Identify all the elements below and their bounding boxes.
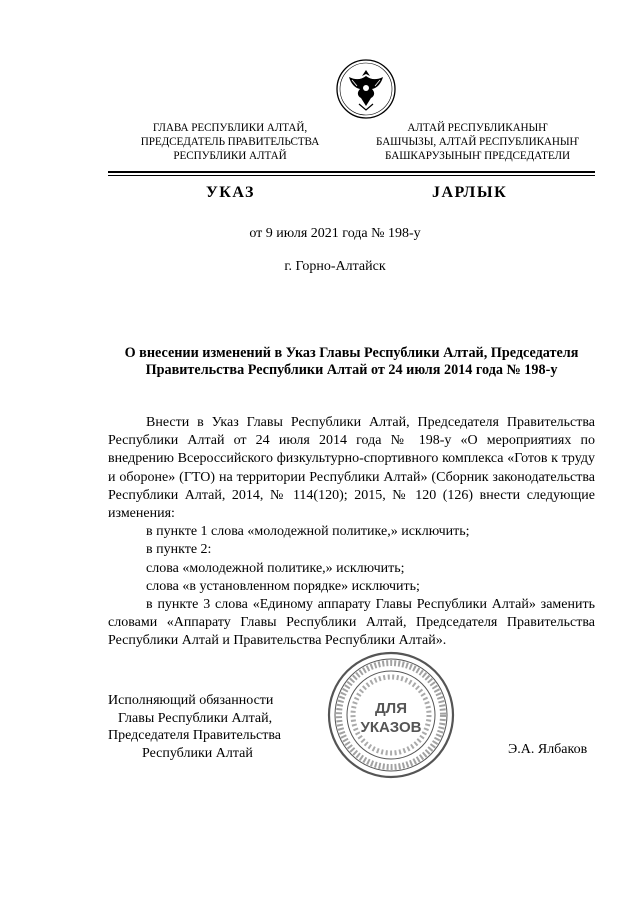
header-right-line: БАШЧЫЗЫ, АЛТАЙ РЕСПУБЛИКАНЫҤ (376, 136, 579, 148)
signature-position (108, 692, 308, 762)
signer-name: Э.А. Ялбаков (508, 742, 588, 757)
header-right-line: АЛТАЙ РЕСПУБЛИКАНЫҤ (407, 122, 548, 134)
header-rule-thin (108, 175, 595, 176)
body-paragraph: слова «молодежной политике,» исключить; (146, 560, 405, 576)
document-title (108, 345, 595, 379)
official-stamp (326, 650, 456, 780)
document-body (108, 414, 595, 651)
header-left-line: РЕСПУБЛИКИ АЛТАЙ (173, 150, 287, 162)
coat-of-arms-icon (335, 58, 397, 120)
date-number-line: от 9 июля 2021 года № 198-у (249, 226, 421, 241)
body-paragraph: слова «в установленном порядке» исключить; (146, 578, 420, 594)
body-paragraph: в пункте 3 слова «Единому аппарату Главы Республики Алтай» заменить словами «Аппарату Главы Республики Алтай, Председателя Правительства Республики Алтай и Правительства Республики Алтай». (108, 597, 595, 649)
doc-type-ru: УКАЗ (206, 184, 255, 201)
body-paragraph: в пункте 2: (146, 542, 212, 558)
doc-type-alt: ЈАРЛЫК (432, 184, 508, 201)
position-line: Исполняющий обязанности (108, 693, 274, 708)
header-left (120, 121, 340, 163)
header-right (370, 121, 585, 163)
position-line: Главы Республики Алтай, (118, 710, 273, 726)
body-paragraph: в пункте 1 слова «молодежной политике,» исключить; (146, 524, 470, 540)
body-paragraph: Внести в Указ Главы Республики Алтай, Председателя Правительства Республики Алтай от 24 июля 2014 года № 198-у «О мероприятиях по внедрению Всероссийского физкультурно-спортивного комплекса «Готов к труду и обороне» (ГТО) на территории Республики Алтай» (Сборник законодательства Республики Алтай, 2014, № 114(120); 2015, № 120 (126) внести следующие изменения: (108, 415, 595, 522)
title-line: Правительства Республики Алтай от 24 июля 2014 года № 198-у (145, 362, 558, 378)
header-rule-thick (108, 171, 595, 173)
stamp-text-line: УКАЗОВ (360, 719, 422, 736)
position-line: Председателя Правительства (108, 728, 282, 744)
header-right-line: БАШКАРУЗЫНЫҤ ПРЕДСЕДАТЕЛИ (385, 150, 570, 162)
position-line: Республики Алтай (142, 745, 253, 761)
city-line: г. Горно-Алтайск (284, 259, 386, 274)
header-left-line: ГЛАВА РЕСПУБЛИКИ АЛТАЙ, (152, 122, 308, 134)
header-left-line: ПРЕДСЕДАТЕЛЬ ПРАВИТЕЛЬСТВА (140, 136, 320, 148)
title-line: О внесении изменений в Указ Главы Республики Алтай, Председателя (124, 345, 579, 361)
stamp-text-line: ДЛЯ (375, 700, 407, 717)
